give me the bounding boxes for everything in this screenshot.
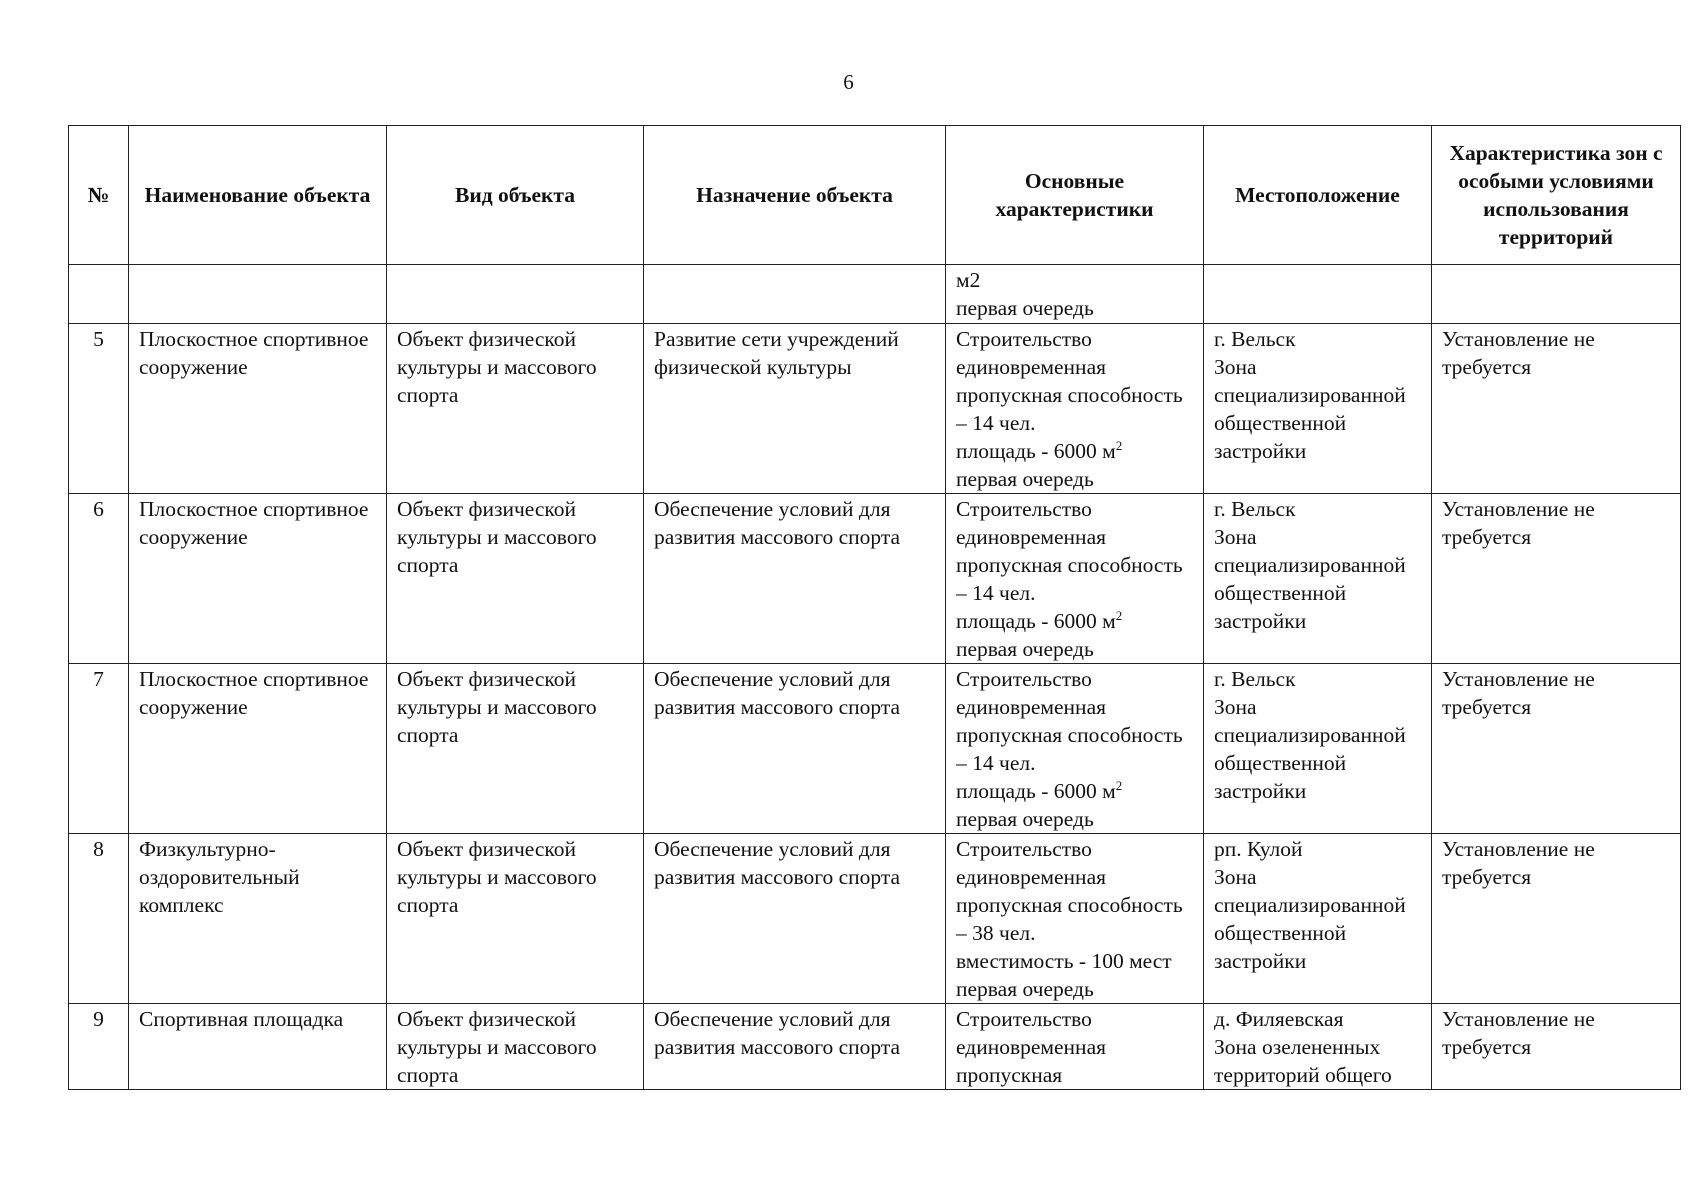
cell-empty [1204, 265, 1432, 324]
cell-location: д. Филяевская Зона озелененных территорий общего [1204, 1004, 1432, 1090]
cell-characteristics [946, 324, 1204, 494]
cell-purpose: Развитие сети учреждений физической культуры [644, 324, 946, 494]
characteristics-phase: первая очередь [956, 467, 1094, 491]
characteristics-phase: первая очередь [956, 977, 1094, 1001]
cell-type: Объект физической культуры и массового спорта [387, 324, 644, 494]
characteristics-text: Строительство единовременная пропускная способность – 38 чел. вместимость - 100 мест [956, 837, 1183, 973]
cell-characteristics [946, 494, 1204, 664]
superscript: 2 [1115, 777, 1123, 793]
header-name: Наименование объекта [129, 126, 387, 265]
cell-name: Плоскостное спортивное сооружение [129, 494, 387, 664]
superscript: 2 [1115, 607, 1123, 623]
cell-zones: Установление не требуется [1432, 494, 1681, 664]
table-row [69, 494, 1681, 664]
header-zones: Характеристика зон с особыми условиями использования территорий [1432, 126, 1681, 265]
superscript: 2 [1115, 437, 1123, 453]
table-row [69, 834, 1681, 1004]
cell-type: Объект физической культуры и массового спорта [387, 494, 644, 664]
objects-table [68, 125, 1681, 1090]
cell-name: Плоскостное спортивное сооружение [129, 324, 387, 494]
cell-purpose: Обеспечение условий для развития массового спорта [644, 834, 946, 1004]
cell-zones: Установление не требуется [1432, 324, 1681, 494]
cell-type: Объект физической культуры и массового спорта [387, 834, 644, 1004]
cell-type: Объект физической культуры и массового спорта [387, 1004, 644, 1090]
cell-empty [387, 265, 644, 324]
cell-type: Объект физической культуры и массового спорта [387, 664, 644, 834]
header-number: № [69, 126, 129, 265]
cell-zones: Установление не требуется [1432, 1004, 1681, 1090]
cell-empty [69, 265, 129, 324]
cell-characteristics: м2 первая очередь [946, 265, 1204, 324]
cell-location: г. Вельск Зона специализированной общественной застройки [1204, 494, 1432, 664]
header-purpose: Назначение объекта [644, 126, 946, 265]
header-type: Вид объекта [387, 126, 644, 265]
characteristics-phase: первая очередь [956, 637, 1094, 661]
cell-location: рп. Кулой Зона специализированной общественной застройки [1204, 834, 1432, 1004]
cell-number: 5 [69, 324, 129, 494]
cell-empty [1432, 265, 1681, 324]
cell-location: г. Вельск Зона специализированной общественной застройки [1204, 664, 1432, 834]
cell-empty [644, 265, 946, 324]
cell-number: 7 [69, 664, 129, 834]
cell-location: г. Вельск Зона специализированной общественной застройки [1204, 324, 1432, 494]
cell-characteristics [946, 834, 1204, 1004]
characteristics-text: Строительство единовременная пропускная способность – 14 чел. площадь - 6000 м [956, 327, 1183, 463]
cell-name: Спортивная площадка [129, 1004, 387, 1090]
header-row [69, 126, 1681, 265]
cell-name: Физкультурно-оздоровительный комплекс [129, 834, 387, 1004]
cell-characteristics: Строительство единовременная пропускная [946, 1004, 1204, 1090]
cell-characteristics [946, 664, 1204, 834]
characteristics-text: Строительство единовременная пропускная способность – 14 чел. площадь - 6000 м [956, 667, 1183, 803]
cell-purpose: Обеспечение условий для развития массового спорта [644, 494, 946, 664]
page-number: 6 [843, 70, 854, 94]
cell-empty [129, 265, 387, 324]
cell-zones: Установление не требуется [1432, 664, 1681, 834]
header-location: Местоположение [1204, 126, 1432, 265]
cell-number: 6 [69, 494, 129, 664]
characteristics-phase: первая очередь [956, 807, 1094, 831]
cell-purpose: Обеспечение условий для развития массового спорта [644, 1004, 946, 1090]
cell-number: 9 [69, 1004, 129, 1090]
table-row-continuation [69, 265, 1681, 324]
cell-name: Плоскостное спортивное сооружение [129, 664, 387, 834]
cell-zones: Установление не требуется [1432, 834, 1681, 1004]
table-row [69, 1004, 1681, 1090]
table-row [69, 324, 1681, 494]
header-characteristics: Основные характеристики [946, 126, 1204, 265]
cell-purpose: Обеспечение условий для развития массового спорта [644, 664, 946, 834]
table-row [69, 664, 1681, 834]
cell-number: 8 [69, 834, 129, 1004]
characteristics-text: Строительство единовременная пропускная способность – 14 чел. площадь - 6000 м [956, 497, 1183, 633]
